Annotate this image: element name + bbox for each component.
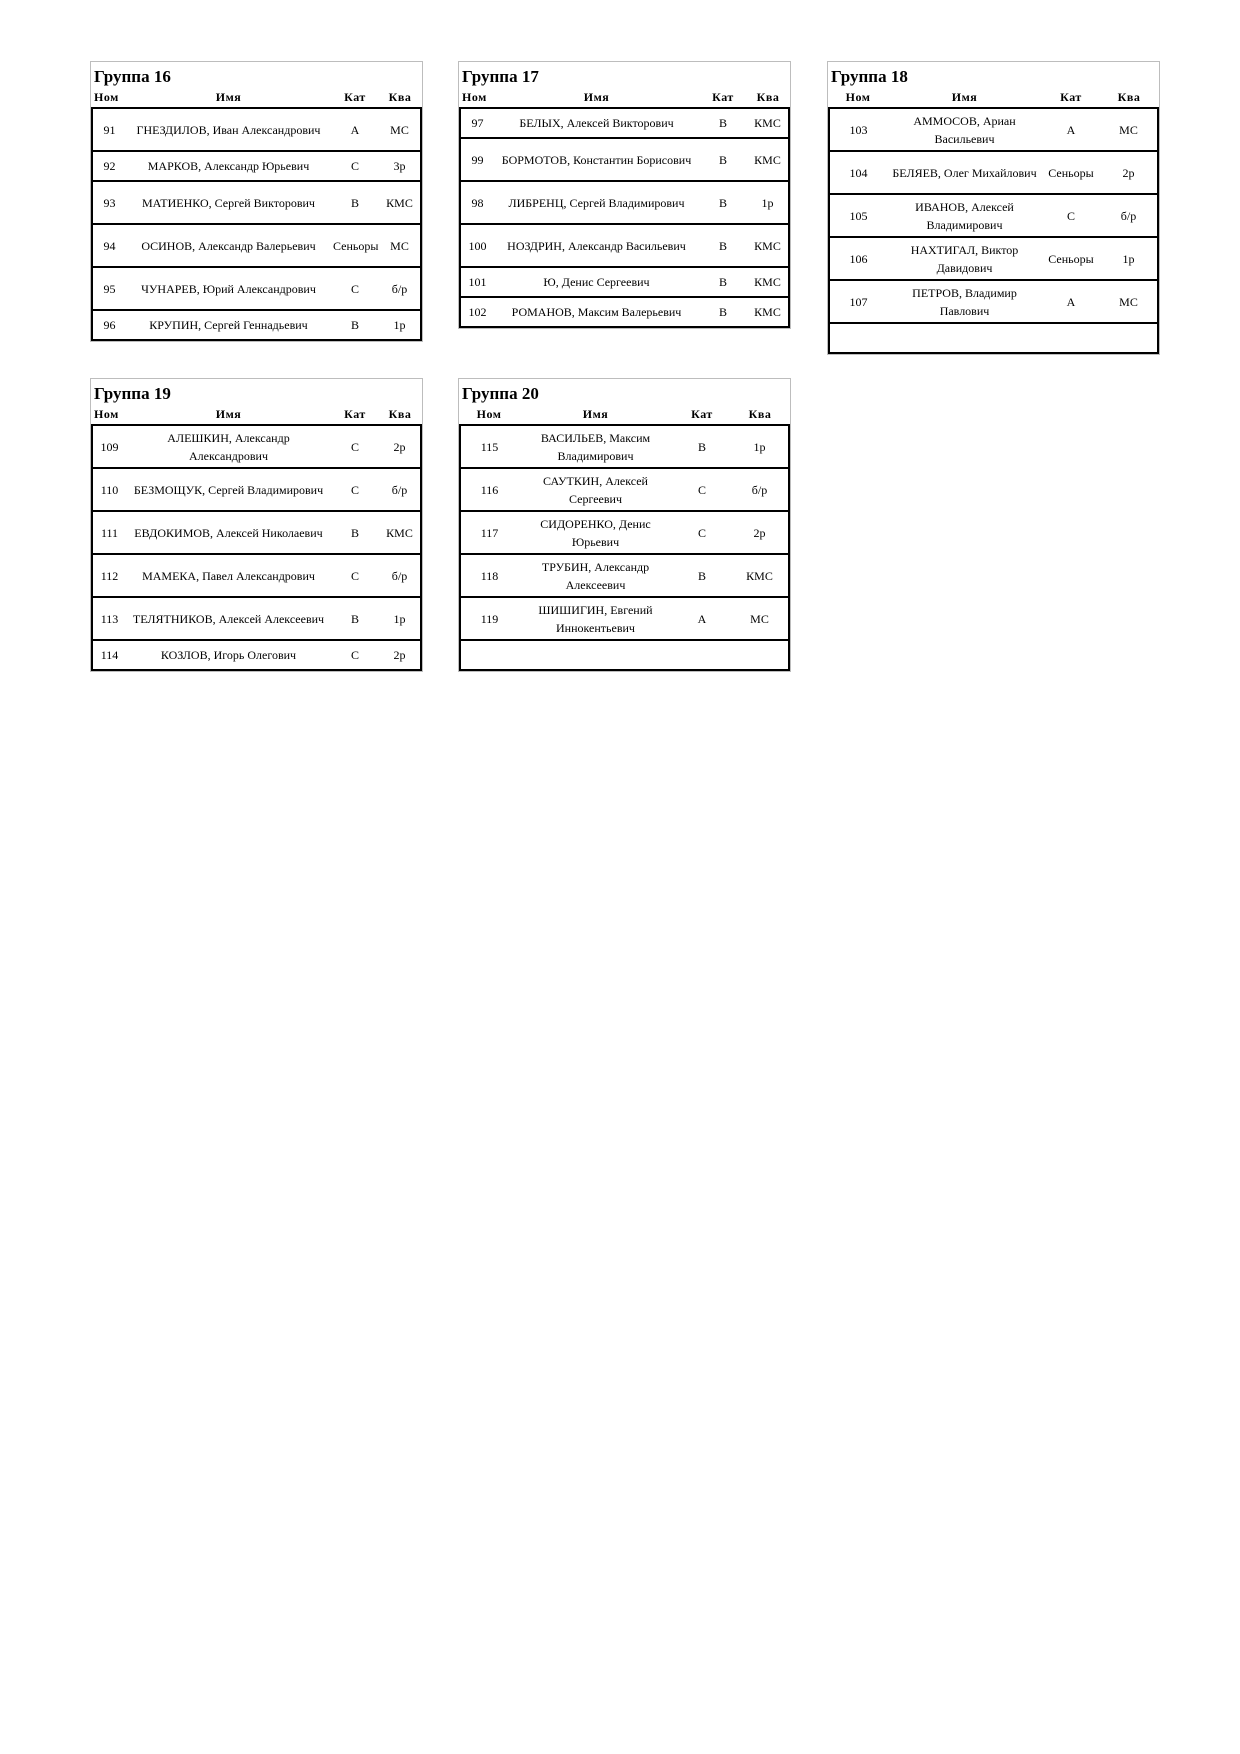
cell-qual: б/р [731,468,789,511]
cell-cat: B [331,597,379,640]
cell-cat: B [331,310,379,340]
cell-num: 111 [92,511,126,554]
table-header-row [460,404,789,425]
cell-name: БОРМОТОВ, Константин Борисович [494,138,699,181]
cell-cat: Сеньоры [1042,151,1100,194]
cell-qual: 3р [379,151,421,181]
cell-cat [1042,323,1100,353]
column-header-qual: Ква [748,406,772,421]
cell-qual: КМС [747,267,789,297]
cell-name: НОЗДРИН, Александр Васильевич [494,224,699,267]
table-row [460,597,789,640]
cell-num: 102 [460,297,494,327]
cell-num: 107 [829,280,887,323]
group-title: Группа 17 [462,67,539,86]
cell-cat: A [673,597,731,640]
table-header-row [460,87,789,108]
cell-qual [1100,323,1158,353]
cell-num: 105 [829,194,887,237]
cell-cat: A [1042,280,1100,323]
table-row [829,151,1158,194]
column-header-cat: Кат [344,89,366,104]
table-header-row [92,404,421,425]
cell-num: 94 [92,224,126,267]
group-card [90,61,423,342]
cell-num: 93 [92,181,126,224]
group-card [90,378,423,672]
group-table [459,404,790,671]
column-header-qual: Ква [388,406,412,421]
table-row [92,267,421,310]
cell-name: ШИШИГИН, Евгений Иннокентьевич [518,597,673,640]
cell-num: 118 [460,554,518,597]
cell-qual: КМС [747,138,789,181]
cell-name: ИВАНОВ, Алексей Владимирович [887,194,1042,237]
cell-cat: B [699,297,747,327]
group-title: Группа 19 [94,384,171,403]
cell-num: 106 [829,237,887,280]
cell-name: БЕЛЯЕВ, Олег Михайлович [887,151,1042,194]
cell-num: 103 [829,108,887,151]
column-header-num: Ном [845,89,871,104]
group-table [91,404,422,671]
cell-qual [731,640,789,670]
table-row [92,425,421,468]
cell-num: 110 [92,468,126,511]
cell-name: ЧУНАРЕВ, Юрий Александрович [126,267,331,310]
cell-cat: B [331,511,379,554]
cell-num: 114 [92,640,126,670]
cell-cat: B [673,425,731,468]
cell-num: 109 [92,425,126,468]
table-row [92,224,421,267]
cell-name: ПЕТРОВ, Владимир Павлович [887,280,1042,323]
cell-name: МАРКОВ, Александр Юрьевич [126,151,331,181]
table-row [460,181,789,224]
cell-name [887,323,1042,353]
cell-num: 91 [92,108,126,151]
cell-qual: 1р [747,181,789,224]
cell-qual: б/р [379,554,421,597]
table-row [460,108,789,138]
table-row [460,297,789,327]
cell-qual: КМС [731,554,789,597]
group-title: Группа 18 [831,67,908,86]
cell-cat: Сеньоры [1042,237,1100,280]
group-title: Группа 16 [94,67,171,86]
cell-cat: C [331,554,379,597]
cell-name: ТЕЛЯТНИКОВ, Алексей Алексеевич [126,597,331,640]
column-header-qual: Ква [1117,89,1141,104]
table-row [460,138,789,181]
cell-qual: МС [379,108,421,151]
cell-name: ЕВДОКИМОВ, Алексей Николаевич [126,511,331,554]
column-header-num: Ном [462,89,487,104]
group-title: Группа 20 [462,384,539,403]
cell-num: 112 [92,554,126,597]
cell-num: 96 [92,310,126,340]
table-row [92,554,421,597]
table-row [92,108,421,151]
cell-name [518,640,673,670]
cell-cat: C [331,267,379,310]
cell-num [460,640,518,670]
cell-cat: C [1042,194,1100,237]
cell-cat: B [331,181,379,224]
table-row [829,280,1158,323]
cell-qual: 2р [379,640,421,670]
table-row [460,468,789,511]
cell-name: МАТИЕНКО, Сергей Викторович [126,181,331,224]
column-header-cat: Кат [1060,89,1082,104]
cell-cat: C [331,151,379,181]
table-row [460,511,789,554]
table-row [92,511,421,554]
table-row [92,181,421,224]
cell-qual: 1р [379,597,421,640]
cell-qual: КМС [747,297,789,327]
column-header-num: Ном [476,406,502,421]
cell-qual: б/р [379,468,421,511]
cell-cat [673,640,731,670]
group-card [458,61,791,329]
cell-name: ГНЕЗДИЛОВ, Иван Александрович [126,108,331,151]
cell-cat: A [331,108,379,151]
table-row [460,267,789,297]
group-card [458,378,791,672]
cell-num: 97 [460,108,494,138]
cell-name: КРУПИН, Сергей Геннадьевич [126,310,331,340]
cell-qual: КМС [747,108,789,138]
cell-qual: б/р [379,267,421,310]
cell-cat: B [699,224,747,267]
cell-cat: B [699,138,747,181]
cell-cat: C [673,511,731,554]
table-row [829,194,1158,237]
cell-num: 115 [460,425,518,468]
cell-cat: C [331,425,379,468]
table-header-row [92,87,421,108]
cell-qual: МС [379,224,421,267]
cell-num: 92 [92,151,126,181]
cell-qual: КМС [379,511,421,554]
cell-name: ЛИБРЕНЦ, Сергей Владимирович [494,181,699,224]
cell-qual: 2р [379,425,421,468]
cell-num: 95 [92,267,126,310]
cell-name: ВАСИЛЬЕВ, Максим Владимирович [518,425,673,468]
cell-num: 99 [460,138,494,181]
cell-qual: МС [731,597,789,640]
cell-name: АММОСОВ, Ариан Васильевич [887,108,1042,151]
cell-cat: C [673,468,731,511]
column-header-cat: Кат [344,406,366,421]
cell-num: 119 [460,597,518,640]
cell-name: НАХТИГАЛ, Виктор Давидович [887,237,1042,280]
cell-name: БЕЛЫХ, Алексей Викторович [494,108,699,138]
table-row [460,554,789,597]
cell-qual: КМС [379,181,421,224]
cell-num: 101 [460,267,494,297]
table-row [829,108,1158,151]
cell-qual: 2р [1100,151,1158,194]
table-row-empty [829,323,1158,353]
cell-cat: B [673,554,731,597]
group-table [828,87,1159,354]
table-row [829,237,1158,280]
cell-name: АЛЕШКИН, Александр Александрович [126,425,331,468]
cell-qual: б/р [1100,194,1158,237]
table-header-row [829,87,1158,108]
cell-cat: A [1042,108,1100,151]
table-row [92,468,421,511]
cell-qual: КМС [747,224,789,267]
group-table [459,87,790,328]
column-header-cat: Кат [712,89,734,104]
table-row [460,224,789,267]
group-card [827,61,1160,355]
cell-qual: 1р [1100,237,1158,280]
table-row [460,425,789,468]
cell-num: 113 [92,597,126,640]
cell-qual: 1р [379,310,421,340]
cell-name: ТРУБИН, Александр Алексеевич [518,554,673,597]
column-header-qual: Ква [388,89,412,104]
column-header-name: Имя [951,89,978,104]
column-header-name: Имя [582,406,609,421]
cell-cat: C [331,640,379,670]
cell-num: 100 [460,224,494,267]
table-row [92,151,421,181]
column-header-name: Имя [215,406,242,421]
cell-name: Ю, Денис Сергеевич [494,267,699,297]
cell-num: 116 [460,468,518,511]
table-row [92,640,421,670]
cell-cat: Сеньоры [331,224,379,267]
column-header-num: Ном [94,89,119,104]
column-header-num: Ном [94,406,119,421]
cell-name: РОМАНОВ, Максим Валерьевич [494,297,699,327]
cell-name: СИДОРЕНКО, Денис Юрьевич [518,511,673,554]
cell-cat: B [699,267,747,297]
table-row [92,597,421,640]
column-header-cat: Кат [691,406,713,421]
cell-num [829,323,887,353]
cell-qual: МС [1100,280,1158,323]
cell-name: ОСИНОВ, Александр Валерьевич [126,224,331,267]
cell-name: БЕЗМОЩУК, Сергей Владимирович [126,468,331,511]
cell-name: КОЗЛОВ, Игорь Олегович [126,640,331,670]
cell-qual: МС [1100,108,1158,151]
column-header-name: Имя [583,89,610,104]
table-row [92,310,421,340]
cell-num: 117 [460,511,518,554]
column-header-name: Имя [215,89,242,104]
cell-name: МАМЕКА, Павел Александрович [126,554,331,597]
cell-qual: 1р [731,425,789,468]
cell-cat: B [699,108,747,138]
cell-name: САУТКИН, Алексей Сергеевич [518,468,673,511]
cell-cat: B [699,181,747,224]
cell-num: 104 [829,151,887,194]
table-row-empty [460,640,789,670]
column-header-qual: Ква [756,89,780,104]
cell-qual: 2р [731,511,789,554]
group-table [91,87,422,341]
cell-cat: C [331,468,379,511]
cell-num: 98 [460,181,494,224]
